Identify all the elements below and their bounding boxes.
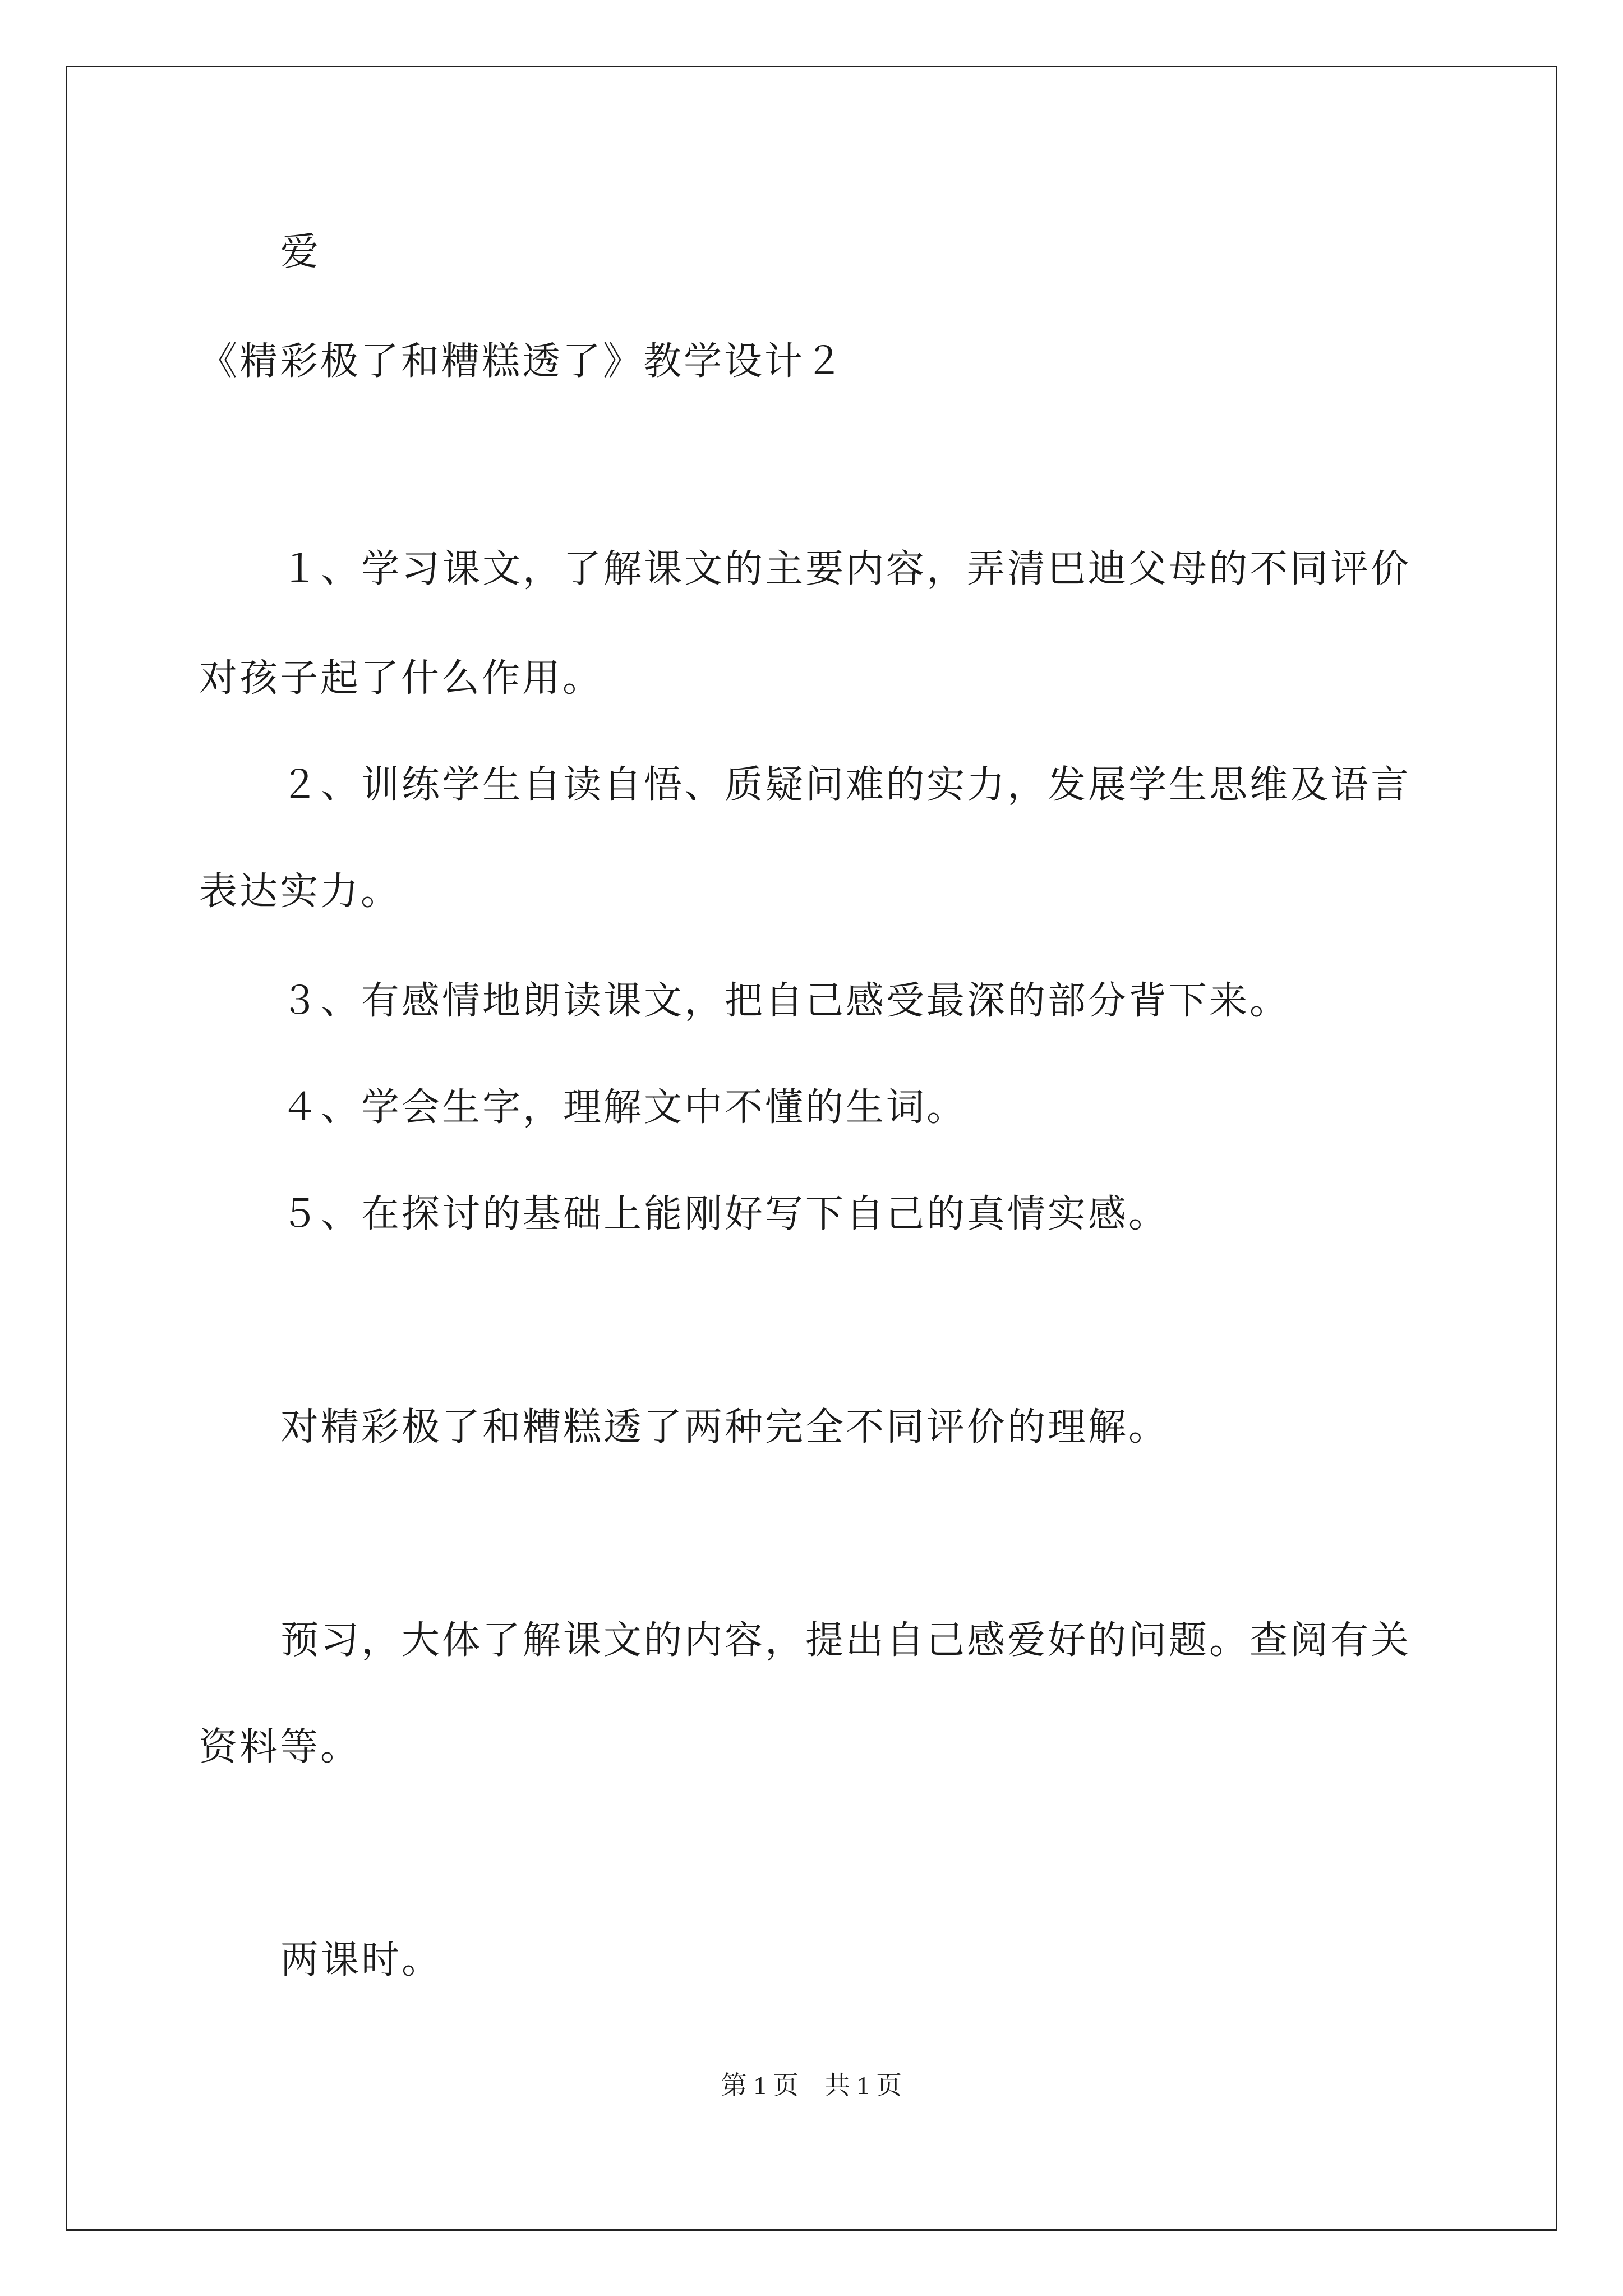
document-title: 《精彩极了和糟糕透了》教学设计２	[199, 339, 846, 384]
goal-1-line-1: １、学习课文，了解课文的主要内容，弄清巴迪父母的不同评价	[280, 547, 1412, 591]
goal-2-line-2: 表达实力。	[199, 869, 402, 914]
goal-4: ４、学会生字，理解文中不懂的生词。	[280, 1085, 967, 1130]
preparation-line-2: 资料等。	[199, 1725, 361, 1769]
text-line-ai: 爱	[280, 230, 321, 274]
goal-2-line-1: ２、训练学生自读自悟、质疑问难的实力，发展学生思维及语言	[280, 763, 1412, 807]
class-hours: 两课时。	[280, 1938, 442, 1982]
preparation-line-1: 预习，大体了解课文的内容，提出自己感爱好的问题。查阅有关	[280, 1618, 1412, 1663]
goal-3: ３、有感情地朗读课文，把自己感受最深的部分背下来。	[280, 979, 1290, 1023]
page-frame	[66, 66, 1557, 2231]
goal-5: ５、在探讨的基础上能刚好写下自己的真情实感。	[280, 1192, 1169, 1236]
page-footer: 第 1 页 共 1 页	[721, 2071, 902, 2100]
key-point: 对精彩极了和糟糕透了两种完全不同评价的理解。	[280, 1405, 1169, 1450]
goal-1-line-2: 对孩子起了什么作用。	[199, 656, 603, 701]
